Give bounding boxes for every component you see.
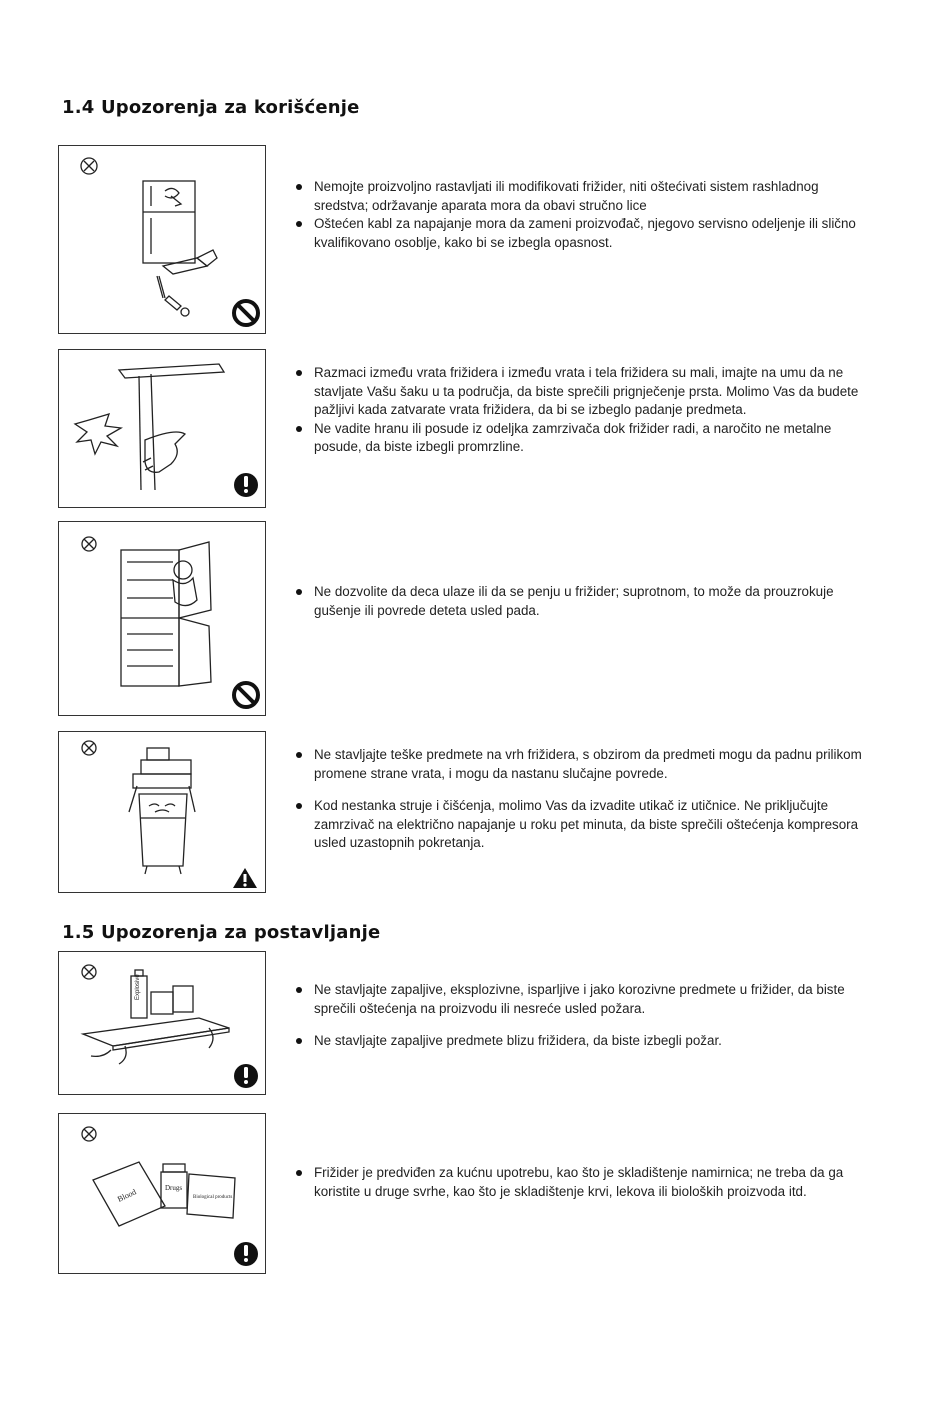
bullet-list-door — [294, 364, 864, 457]
illustration-panel-door — [58, 349, 266, 508]
list-item: Ne stavljajte teške predmete na vrh frižidera, s obzirom da predmeti mogu da padnu prilikom promene strane vrata, i mogu da nastanu slučajne povrede. — [294, 746, 864, 783]
mandatory-action-icon — [234, 1064, 258, 1088]
drugs-label: Drugs — [165, 1184, 183, 1192]
illustration-panel-heavy — [58, 731, 266, 893]
illustration-panel-modification — [58, 145, 266, 334]
fridge-modification-icon — [59, 146, 265, 333]
list-item: Razmaci između vrata frižidera i između vrata i tela frižidera su mali, imajte na umu da ne stavljate Vašu šaku u ta područja, da biste sprečili prignječenje prsta. Molimo Vas da budete pažljivi kada zatvarate vrata frižidera, da bi se izbeglo padanje predmeta. — [294, 364, 864, 420]
list-item: Frižider je predviđen za kućnu upotrebu, kao što je skladištenje namirnica; ne treba da ga koristite u druge svrhe, kao što je skladištenje krvi, lekova ili bioloških proizvoda itd. — [294, 1164, 864, 1201]
list-item: Nemojte proizvoljno rastavljati ili modifikovati frižider, niti oštećivati sistem rashladnog sredstva; održavanje aparata mora da obavi stručno lice — [294, 178, 864, 215]
warning-triangle-icon — [233, 868, 257, 888]
list-item: Ne stavljajte zapaljive predmete blizu frižidera, da biste izbegli požar. — [294, 1032, 864, 1051]
bullet-list-flammable — [294, 981, 864, 1051]
illustration-panel-flammable — [58, 951, 266, 1095]
explosive-label: Explosive — [135, 974, 141, 1000]
list-item: Ne stavljajte zapaljive, eksplozivne, isparljive i jako korozivne predmete u frižider, da biste sprečili oštećenja na proizvodu ili nesreće usled požara. — [294, 981, 864, 1018]
section-heading-installation: 1.5 Upozorenja za postavljanje — [62, 922, 381, 943]
heavy-objects-icon — [59, 732, 265, 892]
bullet-list-medical — [294, 1164, 864, 1201]
biological-products-label: Biological products — [193, 1195, 233, 1200]
mandatory-action-icon — [234, 473, 258, 497]
illustration-panel-children — [58, 521, 266, 716]
section-heading-usage: 1.4 Upozorenja za korišćenje — [62, 97, 360, 118]
list-item: Oštećen kabl za napajanje mora da zameni proizvođač, njegovo servisno odeljenje ili slično kvalifikovano osoblje, kako bi se izbegla opasnost. — [294, 215, 864, 252]
flammable-shelf-icon — [59, 952, 265, 1094]
list-item: Ne vadite hranu ili posude iz odeljka zamrzivača dok frižider radi, a naročito ne metalne posude, da biste izbegli promrzline. — [294, 420, 864, 457]
medical-storage-icon — [59, 1114, 265, 1273]
list-item: Ne dozvolite da deca ulaze ili da se penju u frižider; suprotnom, to može da prouzrokuje gušenje ili povrede deteta usled pada. — [294, 583, 864, 620]
prohibition-icon — [234, 301, 258, 325]
illustration-panel-medical — [58, 1113, 266, 1274]
bullet-list-children — [294, 583, 864, 620]
door-pinch-icon — [59, 350, 265, 507]
mandatory-action-icon — [234, 1242, 258, 1266]
list-item: Kod nestanka struje i čišćenja, molimo Vas da izvadite utikač iz utičnice. Ne priključujte zamrzivač na električno napajanje u roku pet minuta, da biste sprečili oštećenja kompresora usled uzastopnih pokretanja. — [294, 797, 864, 853]
bullet-list-heavy — [294, 746, 864, 853]
blood-label: Blood — [116, 1187, 138, 1204]
prohibition-icon — [234, 683, 258, 707]
bullet-list-modification — [294, 178, 864, 252]
child-climbing-icon — [59, 522, 265, 715]
